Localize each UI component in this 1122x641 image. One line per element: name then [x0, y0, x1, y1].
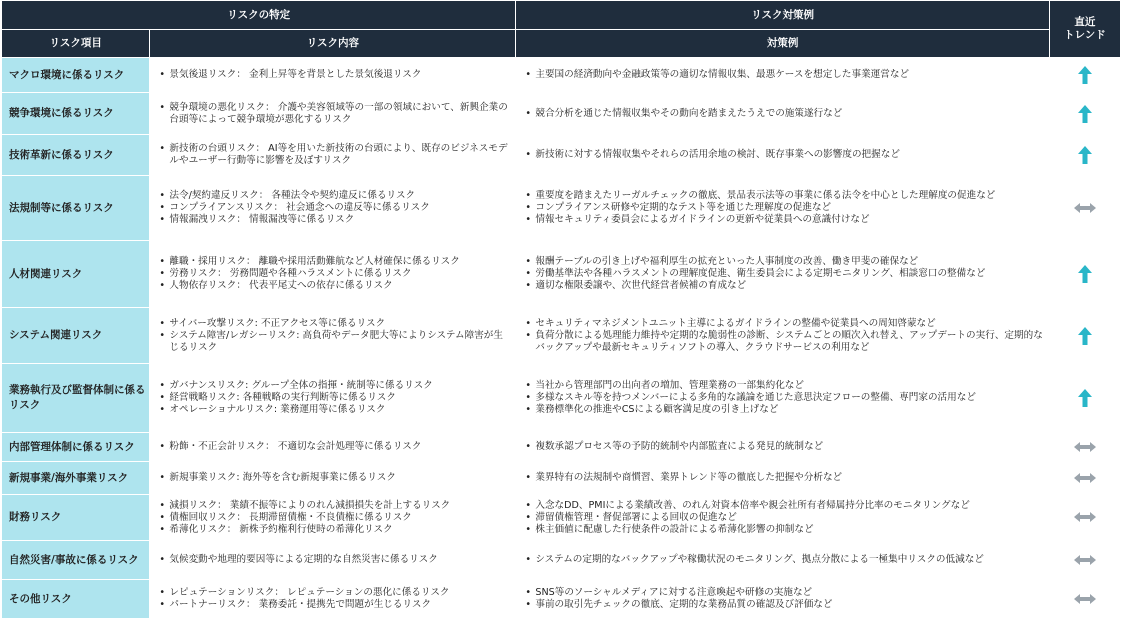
risk-content-list — [159, 69, 509, 81]
risk-content-cell — [150, 364, 515, 432]
header-recent-trend: 直近 トレンド — [1050, 1, 1120, 57]
measure-item: • 当社から管理部門の出向者の増加、管理業務の一部集約化など — [525, 380, 1042, 392]
trend-cell — [1050, 580, 1120, 618]
arrow-up-icon — [1078, 327, 1092, 345]
risk-content-item: • ガバナンスリスク: グループ全体の指揮・統制等に係るリスク — [159, 380, 509, 392]
risk-content-cell — [150, 308, 515, 363]
table-row — [2, 364, 1120, 432]
table-row — [2, 495, 1120, 540]
measure-list — [525, 554, 1042, 566]
trend-cell — [1050, 135, 1120, 175]
measure-list — [525, 500, 1042, 536]
table-row — [2, 241, 1120, 307]
table-row — [2, 308, 1120, 363]
measure-item: • 報酬テーブルの引き上げや福利厚生の拡充といった人事制度の改善、働き甲斐の確保など — [525, 256, 1042, 268]
trend-cell — [1050, 241, 1120, 307]
risk-content-list — [159, 256, 509, 292]
risk-content-cell — [150, 241, 515, 307]
measure-cell — [516, 433, 1048, 461]
measure-cell — [516, 580, 1048, 618]
arrow-up-icon — [1078, 265, 1092, 283]
table-row — [2, 93, 1120, 134]
measure-item: • 事前の取引先チェックの徹底、定期的な業務品質の確認及び評価など — [525, 599, 1042, 611]
measure-item: • 業務標準化の推進やCSによる顧客満足度の引き上げなど — [525, 404, 1042, 416]
risk-item-label: 自然災害/事故に係るリスク — [2, 541, 149, 579]
measure-cell — [516, 58, 1048, 92]
table-row — [2, 580, 1120, 618]
risk-content-list — [159, 190, 509, 226]
trend-cell — [1050, 541, 1120, 579]
measure-item: • 重要度を踏まえたリーガルチェックの徹底、景品表示法等の事業に係る法令を中心とした理解度の促進など — [525, 190, 1042, 202]
measure-item: • 複数承認プロセス等の予防的統制や内部監査による発見的統制など — [525, 441, 1042, 453]
trend-cell — [1050, 93, 1120, 134]
risk-content-item: • 競争環境の悪化リスク： 介護や美容領域等の一部の領域において、新興企業の台頭等によって競争環境が悪化するリスク — [159, 102, 509, 126]
risk-content-cell — [150, 433, 515, 461]
trend-cell — [1050, 462, 1120, 494]
risk-item-label: 競争環境に係るリスク — [2, 93, 149, 134]
arrow-left-right-icon — [1074, 555, 1096, 565]
header-risk-item: リスク項目 — [2, 30, 149, 57]
measure-item: • 競合分析を通じた情報収集やその動向を踏まえたうえでの施策遂行など — [525, 108, 1042, 120]
risk-table-body — [2, 58, 1120, 618]
risk-item-label: 業務執行及び監督体制に係るリスク — [2, 364, 149, 432]
measure-list — [525, 318, 1042, 354]
trend-cell — [1050, 308, 1120, 363]
risk-content-cell — [150, 462, 515, 494]
risk-item-label: 財務リスク — [2, 495, 149, 540]
table-row — [2, 176, 1120, 240]
header-risk-identification: リスクの特定 — [2, 1, 515, 29]
risk-item-label: 内部管理体制に係るリスク — [2, 433, 149, 461]
risk-content-item: • コンプライアンスリスク： 社会通念への違反等に係るリスク — [159, 202, 509, 214]
measure-cell — [516, 93, 1048, 134]
risk-content-list — [159, 380, 509, 416]
risk-content-cell — [150, 580, 515, 618]
risk-content-list — [159, 441, 509, 453]
measure-cell — [516, 308, 1048, 363]
risk-content-item: • オペレーショナルリスク: 業務運用等に係るリスク — [159, 404, 509, 416]
risk-item-label: 技術革新に係るリスク — [2, 135, 149, 175]
trend-cell — [1050, 176, 1120, 240]
arrow-left-right-icon — [1074, 594, 1096, 604]
table-row — [2, 135, 1120, 175]
measure-list — [525, 69, 1042, 81]
trend-cell — [1050, 433, 1120, 461]
arrow-up-icon — [1078, 146, 1092, 164]
arrow-left-right-icon — [1074, 442, 1096, 452]
risk-content-list — [159, 587, 509, 611]
risk-item-label: 新規事業/海外事業リスク — [2, 462, 149, 494]
arrow-up-icon — [1078, 389, 1092, 407]
risk-content-item: • 新技術の台頭リスク： AI等を用いた新技術の台頭により、既存のビジネスモデルやユーザー行動等に影響を及ぼすリスク — [159, 143, 509, 167]
risk-content-item: • 減損リスク： 業績不振等によりのれん減損損失を計上するリスク — [159, 500, 509, 512]
risk-content-item: • 粉飾・不正会計リスク： 不適切な会計処理等に係るリスク — [159, 441, 509, 453]
risk-content-item: • パートナーリスク： 業務委託・提携先で問題が生じるリスク — [159, 599, 509, 611]
risk-content-cell — [150, 135, 515, 175]
risk-content-item: • レピュテーションリスク： レピュテーションの悪化に係るリスク — [159, 587, 509, 599]
risk-content-cell — [150, 176, 515, 240]
measure-list — [525, 108, 1042, 120]
measure-item: • 情報セキュリティ委員会によるガイドラインの更新や従業員への意識付けなど — [525, 214, 1042, 226]
header-measure-example: 対策例 — [516, 30, 1048, 57]
arrow-up-icon — [1078, 105, 1092, 123]
measure-item: • 適切な権限委譲や、次世代経営者候補の育成など — [525, 280, 1042, 292]
arrow-up-icon — [1078, 66, 1092, 84]
arrow-left-right-icon — [1074, 512, 1096, 522]
risk-content-list — [159, 500, 509, 536]
risk-content-item: • 離職・採用リスク： 離職や採用活動難航など人材確保に係るリスク — [159, 256, 509, 268]
measure-cell — [516, 364, 1048, 432]
measure-list — [525, 380, 1042, 416]
risk-content-item: • 人物依存リスク： 代表平尾丈への依存に係るリスク — [159, 280, 509, 292]
measure-item: • セキュリティマネジメントユニット主導によるガイドラインの整備や従業員への周知啓蒙など — [525, 318, 1042, 330]
measure-item: • コンプライアンス研修や定期的なテスト等を通じた理解度の促進など — [525, 202, 1042, 214]
measure-item: • 主要国の経済動向や金融政策等の適切な情報収集、最悪ケースを想定した事業運営など — [525, 69, 1042, 81]
risk-item-label: 人材関連リスク — [2, 241, 149, 307]
measure-item: • 負荷分散による処理能力維持や定期的な脆弱性の診断、システムごとの順次入れ替え、アップデートの実行、定期的なバックアップや最新セキュリティソフトの導入、クラウドサービスの利用など — [525, 330, 1042, 354]
table-row — [2, 58, 1120, 92]
risk-content-cell — [150, 58, 515, 92]
risk-item-label: その他リスク — [2, 580, 149, 618]
risk-content-list — [159, 143, 509, 167]
header-risk-content: リスク内容 — [150, 30, 515, 57]
table-row — [2, 541, 1120, 579]
measure-list — [525, 256, 1042, 292]
risk-content-cell — [150, 495, 515, 540]
measure-item: • システムの定期的なバックアップや稼働状況のモニタリング、拠点分散による一極集中リスクの低減など — [525, 554, 1042, 566]
arrow-left-right-icon — [1074, 203, 1096, 213]
risk-item-label: システム関連リスク — [2, 308, 149, 363]
risk-content-item: • 債権回収リスク： 長期滞留債権・不良債権に係るリスク — [159, 512, 509, 524]
measure-item: • 業界特有の法規制や商慣習、業界トレンド等の徹底した把握や分析など — [525, 472, 1042, 484]
measure-item: • 入念なDD、PMIによる業績改善、のれん対資本倍率や親会社所有者帰属持分比率のモニタリングなど — [525, 500, 1042, 512]
trend-cell — [1050, 58, 1120, 92]
measure-item: • 多様なスキル等を持つメンバーによる多角的な議論を通じた意思決定フローの整備、専門家の活用など — [525, 392, 1042, 404]
risk-item-label: マクロ環境に係るリスク — [2, 58, 149, 92]
risk-content-item: • 法令/契約違反リスク： 各種法令や契約違反に係るリスク — [159, 190, 509, 202]
measure-cell — [516, 135, 1048, 175]
risk-content-item: • 労務リスク： 労務問題や各種ハラスメントに係るリスク — [159, 268, 509, 280]
measure-cell — [516, 241, 1048, 307]
risk-content-list — [159, 472, 509, 484]
measure-list — [525, 190, 1042, 226]
risk-content-list — [159, 318, 509, 354]
risk-content-item: • 経営戦略リスク: 各種戦略の実行判断等に係るリスク — [159, 392, 509, 404]
measure-cell — [516, 462, 1048, 494]
risk-content-list — [159, 554, 509, 566]
measure-item: • 新技術に対する情報収集やそれらの活用余地の検討、既存事業への影響度の把握など — [525, 149, 1042, 161]
table-row — [2, 433, 1120, 461]
risk-item-label: 法規制等に係るリスク — [2, 176, 149, 240]
risk-content-cell — [150, 541, 515, 579]
table-row — [2, 462, 1120, 494]
measure-list — [525, 149, 1042, 161]
risk-table — [1, 0, 1121, 619]
risk-content-item: • 新規事業リスク: 海外等を含む新規事業に係るリスク — [159, 472, 509, 484]
measure-list — [525, 472, 1042, 484]
header-countermeasure-examples: リスク対策例 — [516, 1, 1048, 29]
arrow-left-right-icon — [1074, 473, 1096, 483]
risk-content-item: • システム障害/レガシーリスク: 高負荷やデータ肥大等によりシステム障害が生じるリスク — [159, 330, 509, 354]
risk-content-item: • サイバー攻撃リスク: 不正アクセス等に係るリスク — [159, 318, 509, 330]
measure-cell — [516, 495, 1048, 540]
measure-item: • SNS等のソーシャルメディアに対する注意喚起や研修の実施など — [525, 587, 1042, 599]
trend-cell — [1050, 364, 1120, 432]
measure-list — [525, 441, 1042, 453]
measure-list — [525, 587, 1042, 611]
measure-cell — [516, 541, 1048, 579]
risk-content-item: • 景気後退リスク： 金利上昇等を背景とした景気後退リスク — [159, 69, 509, 81]
risk-content-cell — [150, 93, 515, 134]
risk-content-list — [159, 102, 509, 126]
risk-content-item: • 情報漏洩リスク： 情報漏洩等に係るリスク — [159, 214, 509, 226]
risk-content-item: • 気候変動や地理的要因等による定期的な自然災害に係るリスク — [159, 554, 509, 566]
measure-item: • 株主価値に配慮した行使条件の設計による希薄化影響の抑制など — [525, 524, 1042, 536]
risk-content-item: • 希薄化リスク： 新株予約権利行使時の希薄化リスク — [159, 524, 509, 536]
measure-item: • 労働基準法や各種ハラスメントの理解度促進、衛生委員会による定期モニタリング、相談窓口の整備など — [525, 268, 1042, 280]
trend-cell — [1050, 495, 1120, 540]
measure-cell — [516, 176, 1048, 240]
measure-item: • 滞留債権管理・督促部署による回収の促進など — [525, 512, 1042, 524]
